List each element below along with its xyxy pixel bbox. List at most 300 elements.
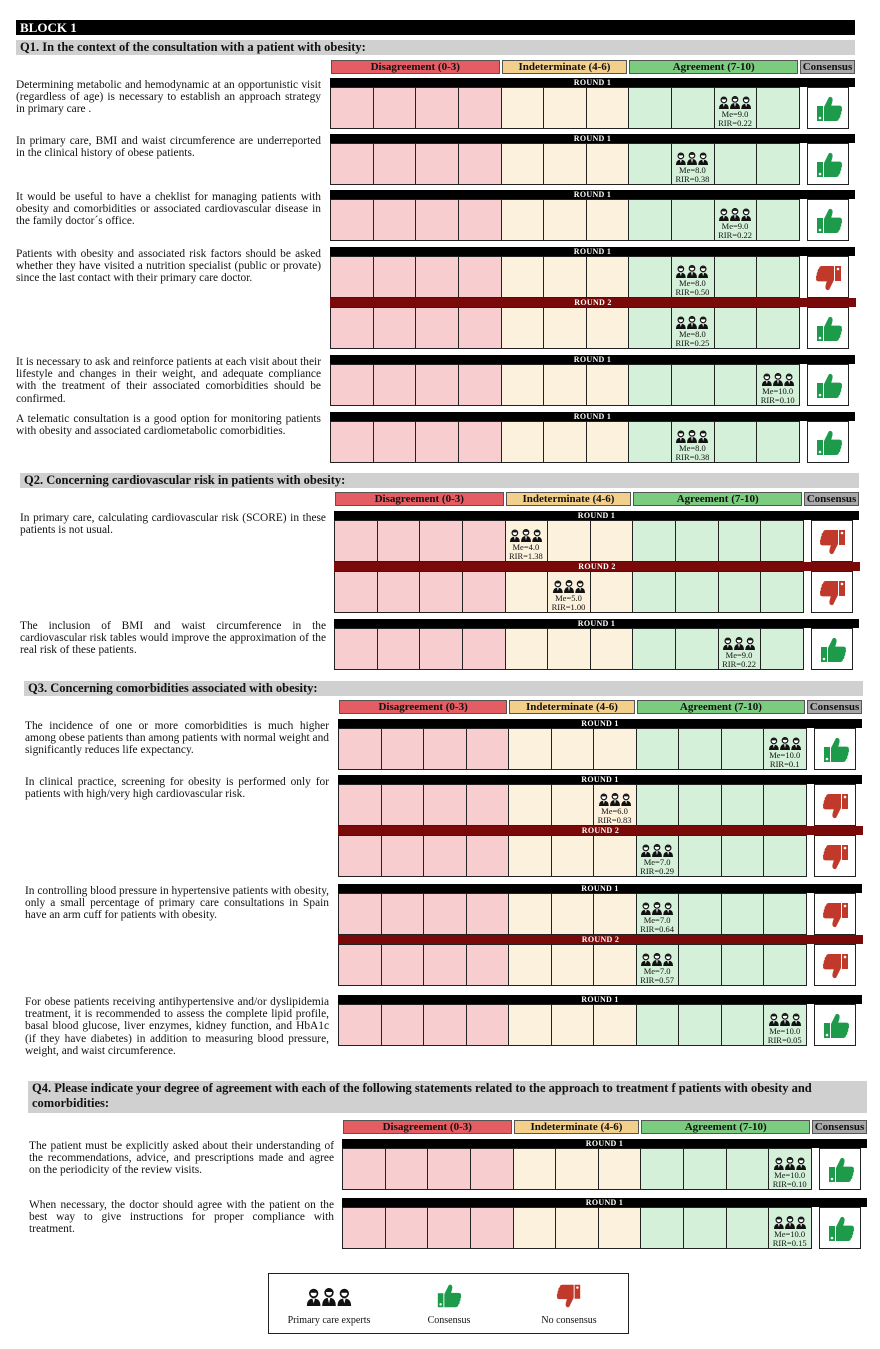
rir-label: RIR=0.22: [718, 230, 752, 240]
q4-statement-2-round-1-cell-2: [427, 1207, 471, 1249]
q3-statement-4-round-1-cell-3: [466, 1004, 510, 1046]
q1-statement-2-round-1-cell-3: [458, 143, 502, 185]
q2-statement-1-round-1-cell-6: [590, 520, 634, 562]
q1-statement-5-round-1-cell-7: [628, 364, 672, 406]
q1-statement-3-round-1-cell-1: [373, 199, 417, 241]
q3-legend-disagreement: Disagreement (0-3): [339, 700, 507, 714]
q1-statement-6-round-1-consensus-indicator: [807, 421, 849, 463]
q1-legend-agreement: Agreement (7-10): [629, 60, 798, 74]
q3-header: Q3. Concerning comorbidities associated with obesity:: [24, 681, 863, 696]
q2-statement-1-round-1-cell-8: [675, 520, 719, 562]
q3-statement-4-round-1-bar: ROUND 1: [338, 995, 862, 1004]
q3-statement-2-round-2-cell-8: [678, 835, 722, 877]
people-group-icon: [637, 844, 677, 857]
q1-statement-1-round-1-cell-2: [415, 87, 459, 129]
q3-statement-2-round-2-cell-2: [423, 835, 467, 877]
people-group-icon: [758, 373, 798, 386]
q2-statement-1-round-2-cell-1: [377, 571, 421, 613]
q3-statement-3-round-2-cell-6: [593, 944, 637, 986]
q3-statement-3-round-2-cell-8: [678, 944, 722, 986]
q4-legend-consensus: Consensus: [812, 1120, 867, 1134]
q1-statement-4: Patients with obesity and associated risk factors should be asked whether they have visited a nutrition specialist (public or provate) since the last contact with their primary care doctor.: [16, 248, 321, 285]
q1-statement-3-round-1-consensus-indicator: [807, 199, 849, 241]
q2-statement-1-round-1-cell-1: [377, 520, 421, 562]
q1-statement-1-round-1-bar: ROUND 1: [330, 78, 855, 87]
q1-statement-5-round-1-cell-5: [543, 364, 587, 406]
q2-legend-agreement: Agreement (7-10): [633, 492, 802, 506]
people-group-icon: [637, 953, 677, 966]
q1-statement-4-round-1-cell-0: [330, 256, 374, 298]
q1-statement-4-round-2-consensus-indicator: [807, 307, 849, 349]
q3-statement-3-round-1-median-marker: [637, 902, 677, 934]
q4-statement-2-round-1-cell-1: [385, 1207, 429, 1249]
median-label: Me=10.0: [774, 1170, 806, 1180]
q2-statement-2-round-1-cell-1: [377, 628, 421, 670]
people-group-icon: [765, 1013, 805, 1026]
q3-statement-2-round-2-cell-5: [551, 835, 595, 877]
q4-legend-indeterminate: Indeterminate (4-6): [514, 1120, 640, 1134]
q3-statement-3-round-1-cell-6: [593, 893, 637, 935]
rir-label: RIR=0.10: [772, 1179, 807, 1189]
q3-statement-2-round-1-cell-8: [678, 784, 722, 826]
median-label: Me=7.0: [643, 966, 671, 976]
q1-statement-5-round-1-cell-2: [415, 364, 459, 406]
legend-label-experts: Primary care experts: [287, 1315, 371, 1326]
rir-label: RIR=0.29: [640, 866, 674, 876]
q1-statement-2-round-1-cell-7: [628, 143, 672, 185]
q3-statement-2-round-2-cell-1: [381, 835, 425, 877]
q3-statement-1-round-1-cell-5: [551, 728, 595, 770]
q2-statement-2-round-1-bar: ROUND 1: [334, 619, 859, 628]
q1-statement-2-round-1-cell-4: [501, 143, 545, 185]
q2-category-legend: [0, 492, 880, 506]
q3-statement-3-round-1-cell-2: [423, 893, 467, 935]
q4-statement-1-round-1-cell-2: [427, 1148, 471, 1190]
q1-legend-consensus: Consensus: [800, 60, 855, 74]
q3-statement-2-round-1-cell-7: [636, 784, 680, 826]
median-label: Me=9.0: [725, 650, 753, 660]
q4-statement-1-round-1-cell-6: [598, 1148, 642, 1190]
q2-statement-2-round-1-cell-6: [590, 628, 634, 670]
legend-label-no-consensus: No consensus: [541, 1315, 597, 1326]
q1-statement-6: A telematic consultation is a good option for monitoring patients with obesity and associated cardiometabolic comorbidities.: [16, 413, 321, 438]
q1-statement-4-round-2-cell-2: [415, 307, 459, 349]
q1-statement-1-round-1-cell-5: [543, 87, 587, 129]
legend-item-no-consensus: [509, 1274, 629, 1332]
q4-statement-2-round-1-cell-4: [513, 1207, 557, 1249]
q3-statement-3-round-1-cell-4: [508, 893, 552, 935]
q3-statement-2-round-1-cell-10: [763, 784, 807, 826]
q3-statement-3-round-1-cell-5: [551, 893, 595, 935]
q4-statement-1-round-1-consensus-indicator: [819, 1148, 861, 1190]
q3-statement-1-round-1-cell-2: [423, 728, 467, 770]
q3-statement-1-round-1-cell-6: [593, 728, 637, 770]
q1-statement-3-round-1-cell-2: [415, 199, 459, 241]
q1-statement-4-round-2-cell-6: [586, 307, 630, 349]
q1-statement-4-round-1-median-marker: [672, 265, 712, 297]
q1-statement-4-round-1-cell-5: [543, 256, 587, 298]
q3-statement-4-round-1-median-marker: [765, 1013, 805, 1045]
q3-statement-2-round-1-median-marker: [595, 793, 635, 825]
q1-statement-1-round-1-cell-3: [458, 87, 502, 129]
q1-statement-3-round-1-median-marker: [715, 208, 755, 240]
people-group-icon: [715, 96, 755, 109]
rir-label: RIR=1.00: [551, 602, 586, 612]
q2-statement-1-round-2-median-marker: [549, 580, 589, 612]
median-label: Me=10.0: [769, 750, 801, 760]
q4-statement-1-round-1-cell-4: [513, 1148, 557, 1190]
q1-statement-4-round-2-cell-4: [501, 307, 545, 349]
q1-statement-3-round-1-cell-6: [586, 199, 630, 241]
rir-label: RIR=0.22: [718, 118, 752, 128]
q4-statement-2-round-1-cell-0: [342, 1207, 386, 1249]
q1-statement-1-round-1-cell-1: [373, 87, 417, 129]
rir-label: RIR=0.25: [675, 338, 710, 348]
q3-statement-4-round-1-cell-1: [381, 1004, 425, 1046]
q4-statement-1-round-1-cell-0: [342, 1148, 386, 1190]
q1-statement-4-round-1-cell-3: [458, 256, 502, 298]
q2-statement-2-round-1-cell-0: [334, 628, 378, 670]
q3-statement-3: In controlling blood pressure in hypertensive patients with obesity, only a small percentage of primary care consultations in Spain have an arm cuff for patients with obesity.: [25, 885, 329, 922]
q2-statement-1-round-1-median-marker: [506, 529, 546, 561]
q3-statement-2-round-1-cell-4: [508, 784, 552, 826]
q1-statement-4-round-1-cell-2: [415, 256, 459, 298]
q1-statement-4-round-2-cell-0: [330, 307, 374, 349]
q1-statement-4-round-2-bar: ROUND 2: [330, 298, 856, 307]
q3-statement-4-round-1-cell-7: [636, 1004, 680, 1046]
q3-statement-2-round-1-bar: ROUND 1: [338, 775, 862, 784]
q1-statement-4-round-1-cell-1: [373, 256, 417, 298]
q3-statement-1-round-1-cell-1: [381, 728, 425, 770]
q1-statement-4-round-1-consensus-indicator: [807, 256, 849, 298]
q2-statement-1-round-1-cell-7: [632, 520, 676, 562]
q1-statement-6-round-1-cell-9: [714, 421, 758, 463]
q3-statement-2-round-1-cell-2: [423, 784, 467, 826]
q4-statement-1: The patient must be explicitly asked about their understanding of the recommendations, advice, and prescriptions made and agree on the periodicity of the review visits.: [29, 1140, 334, 1177]
q1-statement-2-round-1-cell-5: [543, 143, 587, 185]
q1-statement-3-round-1-cell-3: [458, 199, 502, 241]
q4-statement-2-round-1-cell-9: [726, 1207, 770, 1249]
rir-label: RIR=0.1: [769, 759, 800, 769]
q3-statement-3-round-2-consensus-indicator: [814, 944, 856, 986]
q3-statement-3-round-1-cell-0: [338, 893, 382, 935]
q4-statement-2-round-1-consensus-indicator: [819, 1207, 861, 1249]
q2-statement-1-round-1-cell-0: [334, 520, 378, 562]
q2-statement-1: In primary care, calculating cardiovascular risk (SCORE) in these patients is not usual.: [20, 512, 326, 537]
q3-statement-2-round-2-cell-3: [466, 835, 510, 877]
q3-statement-3-round-2-cell-1: [381, 944, 425, 986]
q1-statement-4-round-2-median-marker: [672, 316, 712, 348]
q2-statement-1-round-1-cell-9: [718, 520, 762, 562]
q2-legend-disagreement: Disagreement (0-3): [335, 492, 504, 506]
q3-statement-2-round-2-cell-4: [508, 835, 552, 877]
q3-statement-2-round-2-cell-10: [763, 835, 807, 877]
legend-item-consensus: [389, 1274, 509, 1332]
q2-statement-1-round-2-cell-10: [760, 571, 804, 613]
q3-statement-2-round-1-consensus-indicator: [814, 784, 856, 826]
q3-statement-2-round-2-cell-0: [338, 835, 382, 877]
people-group-icon: [637, 902, 677, 915]
q1-statement-6-round-1-cell-5: [543, 421, 587, 463]
rir-label: RIR=0.10: [760, 395, 795, 405]
q3-statement-3-round-2-cell-0: [338, 944, 382, 986]
q3-statement-3-round-2-cell-2: [423, 944, 467, 986]
q3-statement-3-round-1-bar: ROUND 1: [338, 884, 862, 893]
q3-statement-3-round-2-median-marker: [637, 953, 677, 985]
people-group-icon: [672, 316, 712, 329]
people-group-icon: [595, 793, 635, 806]
q1-statement-2-round-1-cell-0: [330, 143, 374, 185]
q1-statement-1-round-1-cell-4: [501, 87, 545, 129]
q1-statement-4-round-2-cell-10: [756, 307, 800, 349]
rir-label: RIR=0.15: [772, 1238, 807, 1248]
q2-statement-2-round-1-cell-5: [547, 628, 591, 670]
q1-statement-4-round-1-cell-9: [714, 256, 758, 298]
q1-statement-3-round-1-cell-7: [628, 199, 672, 241]
q3-statement-4-round-1-cell-9: [721, 1004, 765, 1046]
q1-statement-3-round-1-cell-0: [330, 199, 374, 241]
people-group-icon: [549, 580, 589, 593]
q3-statement-2-round-2-bar: ROUND 2: [338, 826, 863, 835]
q1-statement-2-round-1-cell-2: [415, 143, 459, 185]
q4-legend-disagreement: Disagreement (0-3): [343, 1120, 512, 1134]
q3-statement-3-round-1-cell-3: [466, 893, 510, 935]
q1-statement-5-round-1-cell-6: [586, 364, 630, 406]
q1-statement-1: Determining metabolic and hemodynamic at an opportunistic visit (regardless of age) is necessary to establish an approach strategy in primary care .: [16, 79, 321, 116]
q3-statement-2-round-1-cell-1: [381, 784, 425, 826]
rir-label: RIR=1.38: [508, 551, 543, 561]
q4-statement-2-round-1-cell-3: [470, 1207, 514, 1249]
median-label: Me=7.0: [643, 915, 671, 925]
q3-statement-4: For obese patients receiving antihypertensive and/or dyslipidemia treatment, it is recommended to assess the complete lipid profile, basal blood glucose, liver enzymes, kidney function, and HbA1c (if they have diabetes) in addition to measuring blood pressure, weight, and waist circumference.: [25, 996, 329, 1057]
q3-statement-2-round-1-cell-3: [466, 784, 510, 826]
q3-statement-3-round-2-cell-10: [763, 944, 807, 986]
q1-statement-2: In primary care, BMI and waist circumference are underreported in the clinical history of obese patients.: [16, 135, 321, 160]
q3-statement-2-round-1-cell-9: [721, 784, 765, 826]
rir-label: RIR=0.22: [722, 659, 756, 669]
q2-statement-2-round-1-cell-8: [675, 628, 719, 670]
median-label: Me=5.0: [555, 593, 582, 603]
q1-statement-5-round-1-cell-3: [458, 364, 502, 406]
q1-statement-1-round-1-cell-7: [628, 87, 672, 129]
q3-legend-consensus: Consensus: [807, 700, 862, 714]
people-group-icon: [715, 208, 755, 221]
q2-statement-2-round-1-median-marker: [719, 637, 759, 669]
q1-statement-3-round-1-cell-4: [501, 199, 545, 241]
q1-statement-1-round-1-cell-0: [330, 87, 374, 129]
q3-statement-1-round-1-cell-3: [466, 728, 510, 770]
people-group-icon: [506, 529, 546, 542]
rir-label: RIR=0.83: [597, 815, 632, 825]
legend-item-experts: [269, 1274, 389, 1332]
q2-statement-1-round-1-bar: ROUND 1: [334, 511, 859, 520]
q1-statement-5-round-1-median-marker: [758, 373, 798, 405]
rir-label: RIR=0.38: [675, 452, 710, 462]
median-label: Me=10.0: [769, 1026, 801, 1036]
q3-statement-1-round-1-cell-4: [508, 728, 552, 770]
q1-statement-5-round-1-cell-1: [373, 364, 417, 406]
q3-statement-3-round-2-bar: ROUND 2: [338, 935, 863, 944]
median-label: Me=9.0: [721, 221, 749, 231]
q3-statement-1-round-1-bar: ROUND 1: [338, 719, 862, 728]
q1-statement-3-round-1-cell-8: [671, 199, 715, 241]
q1-statement-5-round-1-cell-4: [501, 364, 545, 406]
median-label: Me=8.0: [679, 165, 706, 175]
median-label: Me=4.0: [512, 542, 540, 552]
q1-statement-4-round-2-cell-7: [628, 307, 672, 349]
q1-statement-4-round-2-cell-3: [458, 307, 502, 349]
median-label: Me=9.0: [721, 109, 749, 119]
q4-legend-agreement: Agreement (7-10): [641, 1120, 810, 1134]
q1-statement-6-round-1-cell-3: [458, 421, 502, 463]
q4-statement-1-round-1-cell-9: [726, 1148, 770, 1190]
q1-statement-2-round-1-cell-10: [756, 143, 800, 185]
q1-statement-5-round-1-consensus-indicator: [807, 364, 849, 406]
q1-statement-3-round-1-cell-10: [756, 199, 800, 241]
q3-statement-3-round-2-cell-3: [466, 944, 510, 986]
q1-statement-2-round-1-consensus-indicator: [807, 143, 849, 185]
q3-statement-2-round-2-cell-9: [721, 835, 765, 877]
q2-statement-1-round-1-cell-10: [760, 520, 804, 562]
median-label: Me=8.0: [679, 278, 706, 288]
q3-statement-3-round-1-consensus-indicator: [814, 893, 856, 935]
q1-statement-4-round-2-cell-5: [543, 307, 587, 349]
q2-legend-indeterminate: Indeterminate (4-6): [506, 492, 632, 506]
q1-statement-6-round-1-cell-7: [628, 421, 672, 463]
q1-statement-4-round-1-cell-6: [586, 256, 630, 298]
q4-statement-2: When necessary, the doctor should agree with the patient on the best way to give instructions for proper compliance with treatment.: [29, 1199, 334, 1236]
q1-statement-3-round-1-bar: ROUND 1: [330, 190, 855, 199]
q3-statement-2-round-1-cell-0: [338, 784, 382, 826]
q4-statement-2-round-1-cell-7: [640, 1207, 684, 1249]
q4-statement-1-round-1-bar: ROUND 1: [342, 1139, 867, 1148]
q3-statement-3-round-1-cell-8: [678, 893, 722, 935]
q4-statement-2-round-1-bar: ROUND 1: [342, 1198, 867, 1207]
q4-statement-1-round-1-median-marker: [770, 1157, 810, 1189]
q3-statement-2-round-1-cell-5: [551, 784, 595, 826]
q1-statement-1-round-1-cell-8: [671, 87, 715, 129]
q2-legend-consensus: Consensus: [804, 492, 859, 506]
q3-statement-1: The incidence of one or more comorbidities is much higher among obese patients than among patients with normal weight and significantly reduces life expectancy.: [25, 720, 329, 757]
q3-statement-2-round-2-median-marker: [637, 844, 677, 876]
q2-statement-2: The inclusion of BMI and waist circumference in the cardiovascular risk tables would improve the approximation of the real risk of these patients.: [20, 620, 326, 657]
rir-label: RIR=0.57: [640, 975, 674, 985]
q3-category-legend: [0, 700, 880, 714]
people-group-icon: [770, 1216, 810, 1229]
q3-statement-2: In clinical practice, screening for obesity is performed only for patients with high/very high cardiovascular risk.: [25, 776, 329, 801]
q2-statement-2-round-1-cell-10: [760, 628, 804, 670]
people-group-icon: [770, 1157, 810, 1170]
q3-statement-3-round-1-cell-9: [721, 893, 765, 935]
q1-statement-3-round-1-cell-5: [543, 199, 587, 241]
q2-statement-2-round-1-consensus-indicator: [811, 628, 853, 670]
people-group-icon: [672, 265, 712, 278]
q2-statement-1-round-2-cell-3: [462, 571, 506, 613]
q3-legend-agreement: Agreement (7-10): [637, 700, 805, 714]
median-label: Me=7.0: [643, 857, 671, 867]
q2-statement-1-round-2-consensus-indicator: [811, 571, 853, 613]
people-group-icon: [672, 152, 712, 165]
block-title: BLOCK 1: [16, 20, 855, 35]
q3-statement-3-round-2-cell-4: [508, 944, 552, 986]
q3-statement-4-round-1-cell-4: [508, 1004, 552, 1046]
q3-statement-4-round-1-cell-0: [338, 1004, 382, 1046]
people-group-icon: [765, 737, 805, 750]
q1-statement-5-round-1-cell-9: [714, 364, 758, 406]
q2-statement-1-round-2-cell-7: [632, 571, 676, 613]
legend-label-consensus: Consensus: [427, 1315, 471, 1326]
q2-statement-1-round-1-consensus-indicator: [811, 520, 853, 562]
q1-statement-1-round-1-median-marker: [715, 96, 755, 128]
median-label: Me=10.0: [762, 386, 794, 396]
q3-statement-1-round-1-cell-8: [678, 728, 722, 770]
q1-statement-6-round-1-cell-1: [373, 421, 417, 463]
q4-statement-1-round-1-cell-7: [640, 1148, 684, 1190]
q4-header: Q4. Please indicate your degree of agreement with each of the following statements related to the approach to treatment f patients with obesity and comorbidities:: [28, 1081, 867, 1113]
q1-statement-5-round-1-cell-0: [330, 364, 374, 406]
q2-statement-1-round-2-cell-2: [419, 571, 463, 613]
q1-statement-2-round-1-cell-1: [373, 143, 417, 185]
q3-statement-3-round-1-cell-10: [763, 893, 807, 935]
q3-statement-1-round-1-cell-9: [721, 728, 765, 770]
q3-statement-3-round-1-cell-1: [381, 893, 425, 935]
q3-statement-2-round-2-cell-6: [593, 835, 637, 877]
q4-statement-1-round-1-cell-5: [555, 1148, 599, 1190]
q2-statement-1-round-1-cell-5: [547, 520, 591, 562]
q1-statement-4-round-1-bar: ROUND 1: [330, 247, 855, 256]
q2-statement-1-round-2-cell-9: [718, 571, 762, 613]
q2-statement-1-round-2-cell-8: [675, 571, 719, 613]
q4-statement-2-round-1-cell-5: [555, 1207, 599, 1249]
q2-statement-1-round-2-cell-6: [590, 571, 634, 613]
q3-statement-4-round-1-cell-8: [678, 1004, 722, 1046]
q1-statement-6-round-1-cell-0: [330, 421, 374, 463]
q1-statement-4-round-1-cell-10: [756, 256, 800, 298]
q1-statement-6-round-1-cell-4: [501, 421, 545, 463]
q1-statement-2-round-1-cell-6: [586, 143, 630, 185]
q4-statement-2-round-1-cell-6: [598, 1207, 642, 1249]
q1-statement-6-round-1-median-marker: [672, 430, 712, 462]
median-label: Me=8.0: [679, 443, 706, 453]
q1-statement-4-round-1-cell-7: [628, 256, 672, 298]
median-label: Me=10.0: [774, 1229, 806, 1239]
q1-statement-5-round-1-bar: ROUND 1: [330, 355, 855, 364]
q1-statement-2-round-1-bar: ROUND 1: [330, 134, 855, 143]
q3-statement-4-round-1-cell-5: [551, 1004, 595, 1046]
q3-statement-1-round-1-median-marker: [765, 737, 805, 769]
q1-statement-5-round-1-cell-8: [671, 364, 715, 406]
rir-label: RIR=0.64: [640, 924, 674, 934]
rir-label: RIR=0.38: [675, 174, 710, 184]
q4-statement-1-round-1-cell-8: [683, 1148, 727, 1190]
q3-statement-3-round-2-cell-9: [721, 944, 765, 986]
q1-statement-6-round-1-cell-10: [756, 421, 800, 463]
q1-statement-1-round-1-cell-10: [756, 87, 800, 129]
q1-statement-6-round-1-cell-6: [586, 421, 630, 463]
q4-category-legend: [0, 1120, 880, 1134]
q3-statement-1-round-1-cell-0: [338, 728, 382, 770]
q3-legend-indeterminate: Indeterminate (4-6): [509, 700, 635, 714]
q1-statement-4-round-1-cell-4: [501, 256, 545, 298]
q1-statement-1-round-1-consensus-indicator: [807, 87, 849, 129]
q2-statement-2-round-1-cell-2: [419, 628, 463, 670]
q2-statement-1-round-2-cell-0: [334, 571, 378, 613]
q3-statement-4-round-1-cell-6: [593, 1004, 637, 1046]
people-group-icon: [719, 637, 759, 650]
q3-statement-4-round-1-cell-2: [423, 1004, 467, 1046]
q1-statement-6-round-1-cell-2: [415, 421, 459, 463]
q3-statement-2-round-2-consensus-indicator: [814, 835, 856, 877]
